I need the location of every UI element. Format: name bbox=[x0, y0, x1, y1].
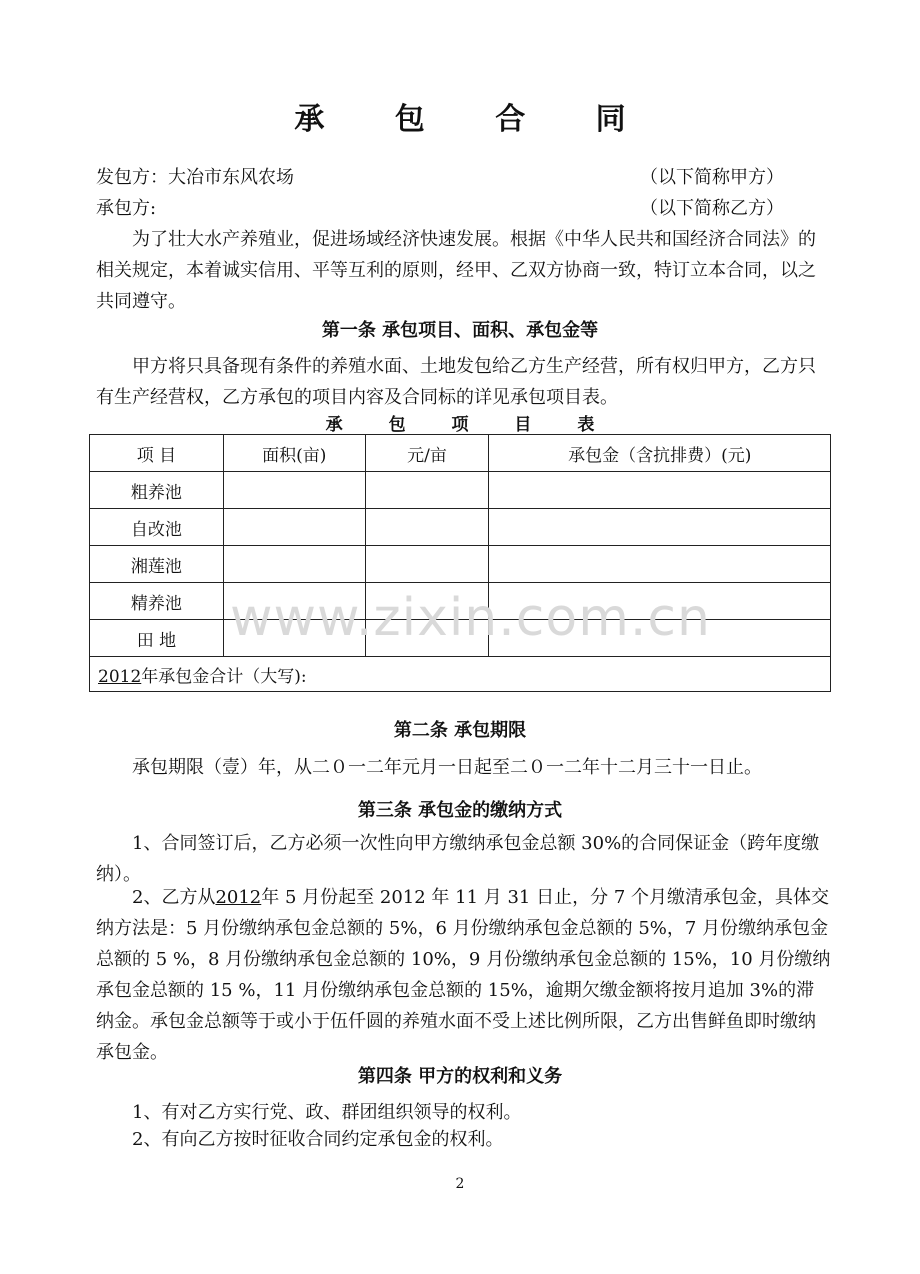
issuer-line: 发包方：大冶市东风农场 bbox=[96, 167, 294, 188]
page-number: 2 bbox=[455, 1176, 465, 1192]
row-item: 粗养池 bbox=[90, 472, 224, 509]
header-fee: 承包金（含抗排费）(元) bbox=[489, 435, 831, 472]
watermark-text: www.zixin.com.cn bbox=[230, 588, 711, 648]
fee-cell[interactable] bbox=[489, 472, 831, 509]
header-area: 面积(亩) bbox=[223, 435, 365, 472]
contractor-note: （以下简称乙方） bbox=[640, 198, 784, 219]
article2-paragraph: 承包期限（壹）年，从二０一二年元月一日起至二０一二年十二月三十一日止。 bbox=[132, 757, 762, 778]
area-cell[interactable] bbox=[223, 546, 365, 583]
article1-heading: 第一条 承包项目、面积、承包金等 bbox=[321, 320, 599, 341]
preamble-paragraph: 为了壮大水产养殖业，促进场域经济快速发展。根据《中华人民共和国经济合同法》的相关规定，本着诚实信用、平等互利的原则，经甲、乙双方协商一致，特订立本合同，以之共同遵守。 bbox=[96, 229, 816, 312]
price-cell[interactable] bbox=[365, 546, 489, 583]
header-price: 元/亩 bbox=[365, 435, 489, 472]
table-header-row bbox=[90, 435, 831, 472]
table-row bbox=[90, 546, 831, 583]
fee-cell[interactable] bbox=[489, 546, 831, 583]
article4-item2: 2、有向乙方按时征收合同约定承包金的权利。 bbox=[132, 1129, 504, 1150]
area-cell[interactable] bbox=[223, 509, 365, 546]
contractor-line: 承包方: bbox=[96, 198, 157, 219]
item2-year: 2012 bbox=[215, 887, 262, 908]
row-item: 精养池 bbox=[90, 583, 224, 620]
article3-heading: 第三条 承包金的缴纳方式 bbox=[357, 800, 563, 821]
table-total-row bbox=[90, 657, 831, 692]
area-cell[interactable] bbox=[223, 472, 365, 509]
article2-heading: 第二条 承包期限 bbox=[393, 720, 527, 741]
issuer-note: （以下简称甲方） bbox=[640, 167, 784, 188]
header-item: 项 目 bbox=[90, 435, 224, 472]
row-item: 湘莲池 bbox=[90, 546, 224, 583]
item2-prefix: 2、乙方从 bbox=[132, 887, 216, 908]
row-item: 自改池 bbox=[90, 509, 224, 546]
total-cell bbox=[90, 657, 831, 692]
article4-item1: 1、有对乙方实行党、政、群团组织领导的权利。 bbox=[132, 1102, 522, 1123]
article1-paragraph: 甲方将只具备现有条件的养殖水面、土地发包给乙方生产经营，所有权归甲方，乙方只有生产经营权，乙方承包的项目内容及合同标的详见承包项目表。 bbox=[96, 356, 816, 408]
item2-rest: 年 5 月份起至 2012 年 11 月 31 日止，分 7 个月缴清承包金，具体交纳方法是：5 月份缴纳承包金总额的 5%，6 月份缴纳承包金总额的 5%，7 月份缴纳承包金总额的 5 %，8 月份缴纳承包金总额的 10%，9 月份缴纳承包金总额的 15%，10 月份缴纳承包金总额的 15 %，11 月份缴纳承包金总额的 15%，逾期欠缴金额将按月追加 3%的滞纳金。承包金总额等于或小于伍仟圆的养殖水面不受上述比例所限，乙方出售鲜鱼即时缴纳承包金。 bbox=[96, 887, 831, 1063]
article4-heading: 第四条 甲方的权利和义务 bbox=[357, 1066, 563, 1087]
total-label: 年承包金合计（大写): bbox=[141, 666, 307, 687]
project-table-title: 承 包 项 目 表 bbox=[325, 415, 615, 435]
article3-item2 bbox=[96, 882, 831, 1068]
table-row bbox=[90, 509, 831, 546]
project-table bbox=[89, 434, 831, 692]
table-row bbox=[90, 472, 831, 509]
article3-item1: 1、合同签订后，乙方必须一次性向甲方缴纳承包金总额 30%的合同保证金（跨年度缴纳）。 bbox=[96, 833, 820, 885]
price-cell[interactable] bbox=[365, 472, 489, 509]
price-cell[interactable] bbox=[365, 509, 489, 546]
fee-cell[interactable] bbox=[489, 509, 831, 546]
total-year: 2012 bbox=[98, 666, 142, 687]
document-title: 承 包 合 同 bbox=[294, 102, 656, 137]
row-item: 田 地 bbox=[90, 620, 224, 657]
